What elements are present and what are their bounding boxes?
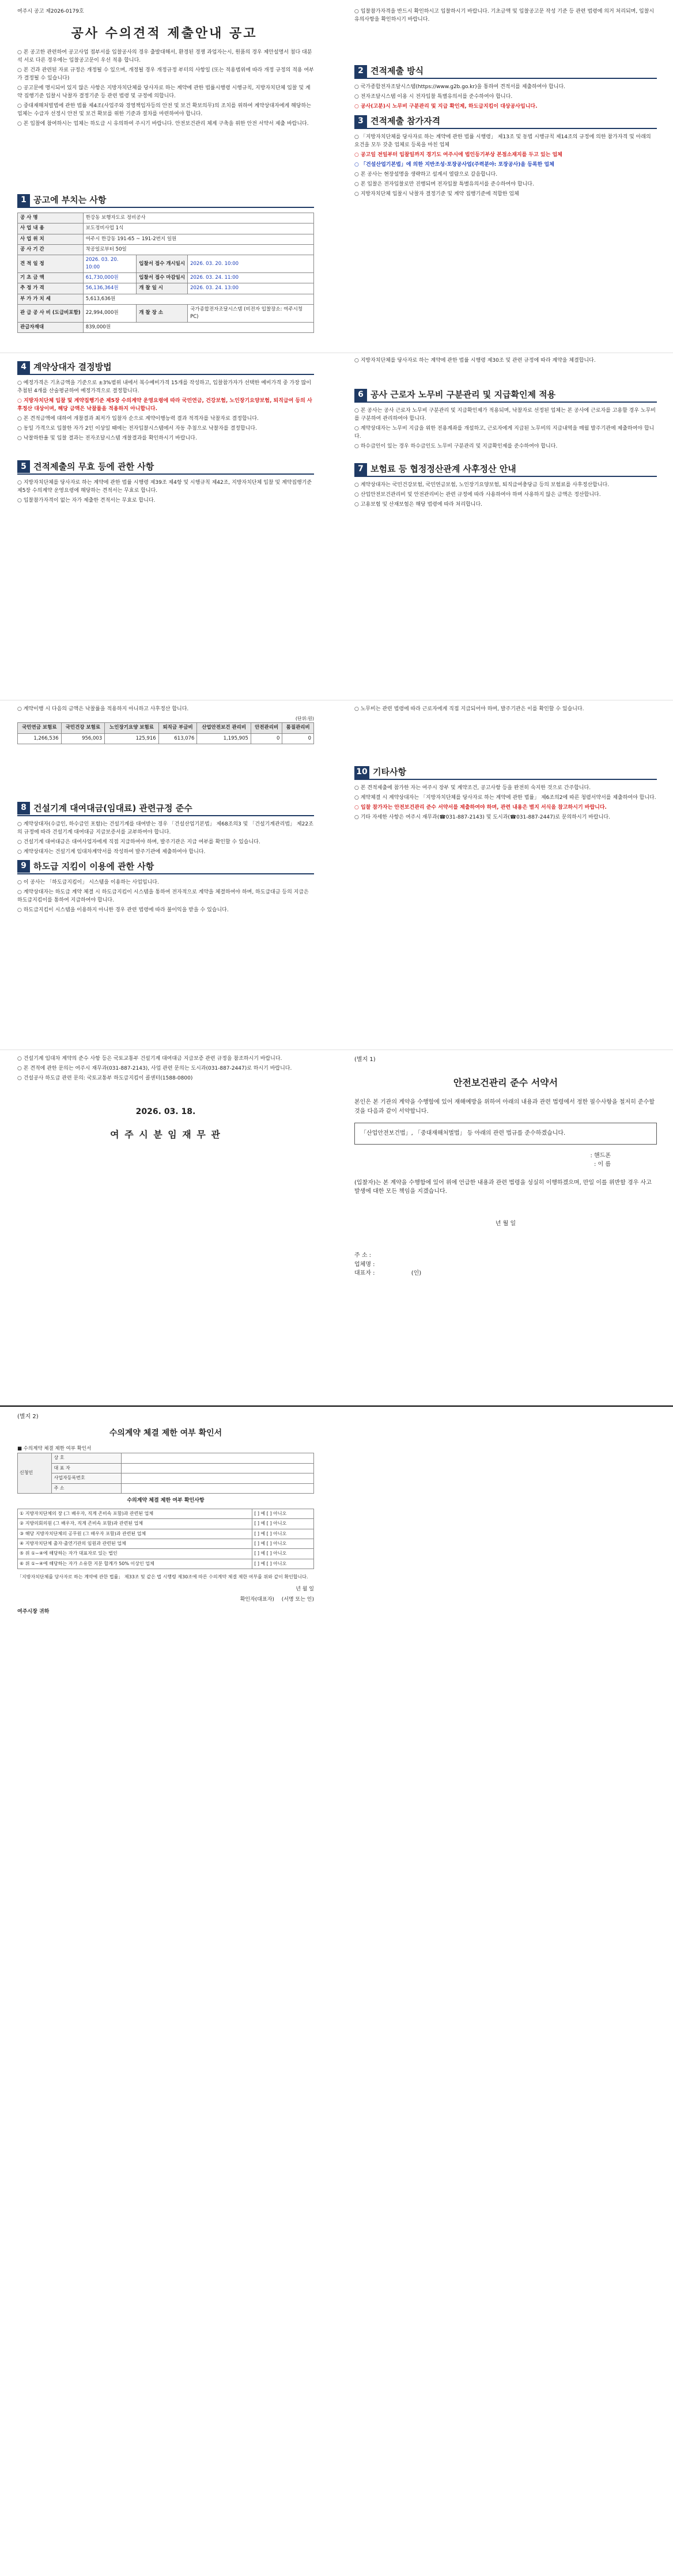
section-heading [17,460,314,475]
check-box[interactable]: [ ] 예 [ ] 아니오 [252,1519,314,1529]
insurance-header: 산업안전보건 관리비 [197,723,251,733]
check-table [17,1509,314,1569]
s5-line: ○ 지방자치단체를 당사자로 하는 계약에 관한 법률 시행령 제39조 제4항 및 시행규칙 제42조, 지방자치단체 입찰 및 계약집행기준 제5장 수의계약 운영요령에 해당하는 견적서는 무효로 합니다. [17,480,312,494]
overview-label: 부 가 가 치 세 [18,294,84,304]
overview-row [18,283,314,294]
page-1 [0,0,673,348]
intro-line: ○ 본 건과 관련된 자료 규정은 개정될 수 있으며, 개정될 경우 개정규정 부터의 사항일 (또는 적용범위에 따라 개정 규정의 적용 여부가 결정될 수 있습니다) [17,67,314,81]
field-label: 상 호 [52,1453,121,1463]
section-heading [17,802,314,816]
check-section-title: 수의계약 체결 제한 여부 확인사항 [127,1497,205,1503]
check-box[interactable]: [ ] 예 [ ] 아니오 [252,1539,314,1549]
footer-org: 여 주 시 분 임 재 무 관 [110,1128,221,1140]
p3-intro: ○ 노무비는 관련 법령에 따라 근로자에게 직접 지급되어야 하며, 발주기관은 이를 확인할 수 있습니다. [354,706,584,712]
overview-value: 국가종합전자조달시스템 (비전자 입찰장소: 여주시청 PC) [188,304,314,322]
right-col-p2 [354,357,657,511]
footer-block [17,1055,314,1142]
field-label: 대 표 자 [52,1463,121,1473]
section-title: 견적제출의 무효 등에 관한 사항 [33,461,154,472]
overview-value: 5,613,636원 [83,294,313,304]
law-box: 「산업안전보건법」, 「중대재해처벌법」 등 아래의 관련 법규를 준수하겠습니다. [354,1123,657,1145]
section-number: 7 [354,463,367,476]
check-item: ② 지방의회의원 (그 배우자, 직계 존비속 포함)과 관련된 업체 [18,1519,252,1529]
overview-value: 한강동 보행자도로 정비공사 [83,213,313,223]
s3-line: ○ 공고일 전일부터 입찰일까지 경기도 여주시에 법인등기부상 본점소재지를 두고 있는 업체 [354,152,562,158]
s4-line: ○ 동일 가격으로 입찰한 자가 2인 이상일 때에는 전자입찰시스템에서 자동 추첨으로 낙찰자를 결정합니다. [17,425,257,431]
seal-mark: (인) [411,1270,422,1277]
addr-line: 주 소 : [354,1252,372,1259]
section-title: 계약상대자 결정방법 [33,362,112,372]
s4b-intro: ○ 계약이행 시 다음의 금액은 낙찰률을 적용하지 아니하고 사후정산 합니다. [17,706,189,712]
s8-line: ○ 계약상대자(수급인, 하수급인 포함)는 건설기계를 대여받는 경우 「건설산업기본법」 제68조의3 및 「건설기계관리법」 제22조의 규정에 따라 건설기계 대여대금 지급보증서를 교부하여야 합니다. [17,821,313,835]
section-1 [17,190,314,333]
name-line: : 이 름 [593,1161,611,1168]
section-title: 기타사항 [373,766,406,777]
section-title: 보험료 등 협정정산관계 사후정산 안내 [370,463,516,474]
s7-line: ○ 계약상대자는 국민건강보험, 국민연금보험, 노인장기요양보험, 퇴직급여충당금 등의 보험료를 사후정산합니다. [354,482,610,488]
overview-value: 2026. 03. 20. 10:00 [83,255,137,272]
s9-line: ○ 이 공사는 「하도급지킴이」 시스템을 이용하는 사업입니다. [17,879,159,885]
overview-row [18,273,314,283]
s4-line: ○ 본 견적금액에 대하여 개찰결과 최저가 입찰자 순으로 계약이행능력 결과 적격자를 낙찰자로 결정합니다. [17,416,259,422]
section-title: 하도급 지킴이 이용에 관한 사항 [33,861,154,872]
section-title: 공고에 부치는 사항 [33,195,107,205]
s6-line: ○ 본 공사는 공사 근로자 노무비 구분관리 및 지급확인제가 적용되며, 낙찰자로 선정된 업체는 본 공사에 근로자를 고용할 경우 노무비를 구분하여 관리하여야 합니다. [354,408,656,422]
field-label: 사업자등록번호 [52,1473,121,1483]
s3-line: ○ 본 공사는 현장설명을 생략하고 설계서 열람으로 갈음합니다. [354,171,498,177]
field-value[interactable] [121,1473,313,1483]
section-heading [17,860,314,874]
page-3 [0,706,673,1045]
field-value[interactable] [121,1463,313,1473]
s7-line: ○ 산업안전보건관리비 및 안전관리비는 관련 규정에 따라 사용하여야 하며 사용하지 않은 금액은 정산합니다. [354,492,601,498]
applicant-label: 신청인 [18,1453,52,1494]
overview-row [18,323,314,333]
section-title: 건설기계 대여대금(임대료) 관련규정 준수 [33,802,192,813]
overview-row [18,255,314,272]
overview-label: 입찰서 접수 개시일시 [137,255,188,272]
overview-value: 61,730,000원 [83,273,137,283]
insurance-value: 0 [251,733,282,744]
s2-line: ○ 국가종합전자조달시스템(https://www.g2b.go.kr)을 통하여 견적서를 제출하여야 합니다. [354,84,566,90]
overview-label: 기 초 금 액 [18,273,84,283]
s10-line: ○ 입찰 참가자는 안전보건관리 준수 서약서를 제출하여야 하며, 관련 내용은 별지 서식을 참고하시기 바랍니다. [354,805,607,811]
check-box[interactable]: [ ] 예 [ ] 아니오 [252,1509,314,1518]
s3-line: ○ 「건설산업기본법」에 의한 지반조성·포장공사업(주력분야: 포장공사)을 등록한 업체 [354,162,554,168]
date-line: 년 월 일 [495,1220,516,1227]
section-title: 견적제출 참가자격 [370,115,441,126]
overview-value: 22,994,000원 [83,304,137,322]
s3-line: ○ 지방자치단체 입찰시 낙찰자 결정기준 및 계약 집행기준에 적합한 업체 [354,191,519,197]
footer-line: ○ 건설공사 하도급 관련 문의: 국토교통부 하도급지킴이 콜센터(1588-0800) [17,1075,193,1081]
overview-label: 추 정 가 격 [18,283,84,294]
intro-right [354,8,657,200]
section-heading [354,766,657,780]
insurance-value: 613,076 [158,733,197,744]
p2-intro: ○ 지방자치단체를 당사자로 하는 계약에 관한 법률 시행령 제30조 및 관련 규정에 따라 계약을 체결합니다. [354,358,596,363]
overview-value: 2026. 03. 24. 13:00 [188,283,314,294]
footer-line: ○ 건설기계 임대차 계약의 준수 사항 등은 국토교통부 건설기계 대여대금 지급보증 관련 규정을 참조하시기 바랍니다. [17,1056,282,1062]
overview-value: 보도정비사업 1식 [83,223,313,234]
overview-value: 착공일로부터 50일 [83,244,313,255]
company-line: 업체명 : [354,1261,375,1268]
section-number: 8 [17,802,30,815]
section-number: 6 [354,389,367,401]
footer-line: ○ 본 견적에 관한 문의는 여주시 재무과(031-887-2143), 사업 관련 문의는 도시과(031-887-2447)로 하시기 바랍니다. [17,1065,292,1071]
section-number: 4 [17,361,30,374]
page-4 [0,1055,673,1401]
check-box[interactable]: [ ] 예 [ ] 아니오 [252,1559,314,1569]
overview-label: 사 업 내 용 [18,223,84,234]
overview-row [18,294,314,304]
section-number: 5 [17,460,30,473]
black-band [0,1406,673,1407]
s8-line: ○ 건설기계 대여대금은 대여사업자에게 직접 지급하여야 하며, 발주기관은 지급 여부를 확인할 수 있습니다. [17,839,260,845]
intro-line: ○ 본 공고한 관련하여 공고사업 접부서를 입찰공사의 경우 출발대해서, 환경된 경쟁 과업자는시, 원품의 경우 제안설명서 첨다 대분석 서로 다른 경우에는 입찰공고문이 우선 적용 합니다. [17,50,312,63]
overview-value: 2026. 03. 24. 11:00 [188,273,314,283]
ceo-row [354,1269,657,1278]
page-2 [0,357,673,697]
overview-label: 입찰서 접수 마감일시 [137,273,188,283]
doc-header: 여주시 공고 제2026-0179호 [17,9,84,14]
overview-label: 공 사 명 [18,213,84,223]
annex-1 [354,1055,657,1278]
doc-title: 공사 수의견적 제출안내 공고 [71,26,258,41]
insurance-value: 125,916 [105,733,159,744]
insurance-value: 1,266,536 [18,733,62,744]
intro-line: ○ 중대재해처벌법에 관한 법률 제4조(사업주와 경영책임자등의 안전 및 보건 확보의무)의 조치를 위하여 계약상대자에게 해당하는 업체는 수급자 선정시 안전 및 보건 확보를 위한 기준과 절차를 마련하여야 합니다. [17,103,311,117]
overview-value: 56,136,364원 [83,283,137,294]
overview-label: 사 업 위 치 [18,234,84,244]
overview-label: 개 찰 장 소 [137,304,188,322]
section-heading [354,115,657,129]
insurance-header: 퇴직금 부금비 [158,723,197,733]
footer-date: 2026. 03. 18. [135,1107,196,1116]
insurance-table [17,722,314,744]
check-item: ⑤ 위 ①~④에 해당하는 자가 대표자로 있는 법인 [18,1549,252,1559]
check-box[interactable]: [ ] 예 [ ] 아니오 [252,1549,314,1559]
s6-line: ○ 하수급인이 있는 경우 하수급인도 노무비 구분관리 및 지급확인제를 준수하여야 합니다. [354,443,558,449]
s4-line: ○ 예정가격은 기초금액을 기준으로 ±3%범위 내에서 복수예비가격 15개를 작성하고, 입찰참가자가 선택한 예비가격 중 가장 많이 추첨된 4개를 산술평균하여 예정가격으로 결정합니다. [17,380,312,395]
s10-line: ○ 기타 자세한 사항은 여주시 재무과(☎031-887-2143) 및 도시과(☎031-887-2447)로 문의하시기 바랍니다. [354,815,610,820]
s9-line: ○ 계약상대자는 하도급 계약 체결 시 하도급지킴이 시스템을 통하여 전자적으로 계약을 체결하여야 하며, 하도급대금 등의 지급은 하도급지킴이를 통하여 지급하여야 합니다. [17,889,309,903]
insurance-header: 품질관리비 [282,723,314,733]
overview-row [18,213,314,223]
insurance-value: 956,003 [61,733,105,744]
s4-line: ○ 낙찰하한율 및 입찰 결과는 전자조달시스템 개찰결과를 확인하시기 바랍니다. [17,435,197,441]
s10-line: ○ 계약체결 시 계약상대자는 「지방자치단체를 당사자로 하는 계약에 관한 법률」 제6조의2에 따른 청렴서약서를 제출하여야 합니다. [354,795,656,801]
overview-label: 공 사 기 간 [18,244,84,255]
overview-row [18,304,314,322]
s2-line: ○ 공사(고분)시 노무비 구분관리 및 지급 확인제, 하도급지킴이 대상공사입니다. [354,104,538,109]
section-heading [354,463,657,477]
insurance-header: 안전관리비 [251,723,282,733]
overview-table [17,213,314,333]
section-title: 견적제출 방식 [370,65,424,76]
insurance-value: 1,195,905 [197,733,251,744]
intro-line: ○ 공고문에 명시되어 있지 않은 사항은 지방자치단체를 당사자로 하는 계약에 관한 법률시행령 시행규칙, 지방자치단체 입찰 및 계약 집행기준 입찰시 낙찰자 결정기준 등 관련 법령 및 규정에 의합니다. [17,85,311,99]
overview-label: 관급자재대 [18,323,84,333]
overview-label: 견 적 일 정 [18,255,84,272]
overview-value: 여주시 한강동 191-65 ~ 191-2번지 일원 [83,234,313,244]
check-box[interactable]: [ ] 예 [ ] 아니오 [252,1529,314,1539]
phone-line: : 핸드폰 [590,1152,611,1159]
field-value[interactable] [121,1483,313,1493]
s10-line: ○ 본 견적제출에 참가한 자는 여주시 장부 및 계약조건, 공고사항 등을 완전히 숙지한 것으로 간주합니다. [354,785,591,791]
overview-label: 관 급 공 사 비 (도급비포함) [18,304,84,322]
section-number: 10 [354,766,369,779]
pledge-text: (입찰자)는 본 계약을 수행함에 있어 위에 언급한 내용과 관련 법령을 성실히 이행하겠으며, 만일 이를 위반할 경우 사고 발생에 대한 모든 책임을 지겠습니다. [354,1179,652,1195]
section-heading [354,65,657,79]
s2-line: ○ 전자조달시스템 이용 시 전자입찰 특별유의서를 준수하여야 합니다. [354,94,513,100]
s8-line: ○ 계약상대자는 건설기계 임대차계약서를 작성하여 발주기관에 제출하여야 합니다. [17,848,206,855]
s5-line: ○ 입찰참가자격이 없는 자가 제출한 견적서는 무효로 합니다. [17,497,156,503]
s4-line: ○ 지방자치단체 입찰 및 계약집행기준 제5장 수의계약 운영요령에 따라 국민연금, 건강보험, 노인장기요양보험, 퇴직급여 등의 사후정산 대상이며, 해당 금액은 낙찰률을 적용하지 아니합니다. [17,398,312,412]
overview-row [18,223,314,234]
check-item: ① 지방자치단체의 장 (그 배우자, 직계 존비속 포함)과 관련된 업체 [18,1509,252,1518]
s9-line: ○ 하도급지킴이 시스템을 이용하지 아니한 경우 관련 법령에 따라 불이익을 받을 수 있습니다. [17,907,229,913]
section-heading [17,194,314,208]
annex2-date: 년 월 일 [296,1586,314,1592]
s3-line: ○ 본 입찰은 전자입찰로만 진행되며 전자입찰 특별유의서를 준수하여야 합니다. [354,181,534,187]
annex-label: (별지 1) [354,1056,376,1063]
section-title: 공사 근로자 노무비 구분관리 및 지급확인제 적용 [370,389,556,400]
annex2-title: 수의계약 체결 제한 여부 확인서 [109,1428,222,1438]
overview-row [18,234,314,244]
annex2-block [17,1412,314,1616]
insurance-header: 국민건강 보험료 [61,723,105,733]
check-item: ③ 해당 지방자치단체의 공무원 (그 배우자 포함)과 관련된 업체 [18,1529,252,1539]
insurance-value: 0 [282,733,314,744]
ceo-label: 대표자 : [354,1270,375,1277]
left-col-p3 [17,706,314,916]
section-4 [17,357,314,507]
overview-row [18,244,314,255]
sign-label: 확인자(대표자) [240,1596,274,1603]
annex-title: 안전보건관리 준수 서약서 [453,1077,558,1088]
s7-line: ○ 고용보험 및 산재보험은 해당 법령에 따라 처리합니다. [354,502,483,507]
overview-value: 2026. 03. 20. 10:00 [188,255,314,272]
s3-line: ○ 「지방자치단체를 당사자로 하는 계약에 관한 법률 시행령」 제13조 및 동법 시행규칙 제14조의 규정에 의한 참가자격 및 아래의 요건을 모두 갖춘 업체로 등록을 마친 업체 [354,134,651,149]
section-number: 2 [354,65,367,78]
s6-line: ○ 계약상대자는 노무비 지급을 위한 전용계좌를 개설하고, 근로자에게 지급된 노무비의 지급내역을 매월 발주기관에 제출하여야 합니다. [354,426,655,440]
intro-block [17,49,314,130]
sign-row [17,1596,314,1604]
field-label: 주 소 [52,1483,121,1493]
annex2-sub: ■ 수의계약 체결 제한 여부 확인서 [17,1446,92,1452]
annex-body: 본인은 본 기관의 계약을 수행함에 있어 재해예방을 위하여 아래의 내용과 관련 법령에서 정한 필수사항을 철저히 준수할 것을 다음과 같이 서약합니다. [354,1099,655,1115]
sign-mark: (서명 또는 인) [281,1596,314,1603]
section-number: 9 [17,860,30,873]
right-col-p3 [354,706,657,824]
check-item: ⑥ 위 ①~④에 해당하는 자가 소유한 지분 합계가 50% 이상인 업체 [18,1559,252,1569]
section-number: 3 [354,115,367,128]
section-number: 1 [17,194,30,207]
annex2-note: 「지방자치단체를 당사자로 하는 계약에 관한 법률」 제33조 및 같은 법 시행령 제30조에 따른 수의계약 체결 제한 여부를 위와 같이 확인합니다. [17,1574,308,1580]
section-heading [354,388,657,403]
intro-line: ○ 본 입찰에 참여하시는 업체는 하도급 시 유의하여 주시기 바랍니다. 안전보건관리 체계 구축을 위한 안전 서약서 제출 바랍니다. [17,120,309,127]
applicant-table [17,1453,314,1494]
overview-value: 839,000원 [83,323,313,333]
field-value[interactable] [121,1453,313,1463]
annex2-to: 여주시장 귀하 [17,1609,50,1615]
check-item: ④ 지방자치단체 출자·출연기관의 임원과 관련된 업체 [18,1539,252,1549]
unit-label: (단위:원) [295,715,314,721]
intro-right-text: ○ 입찰참가자격을 반드시 확인하시고 입찰하시기 바랍니다. 기초금액 및 입찰공고문 작성 기준 등 관련 법령에 의거 처리되며, 입찰시 유의사항을 확인하시기 바랍니다. [354,9,655,22]
annex-2 [0,1412,673,1770]
annex2-label: (별지 2) [17,1414,39,1420]
insurance-header: 국민연금 보험료 [18,723,62,733]
section-heading [17,361,314,375]
insurance-header: 노인장기요양 보험료 [105,723,159,733]
overview-label: 개 찰 일 시 [137,283,188,294]
